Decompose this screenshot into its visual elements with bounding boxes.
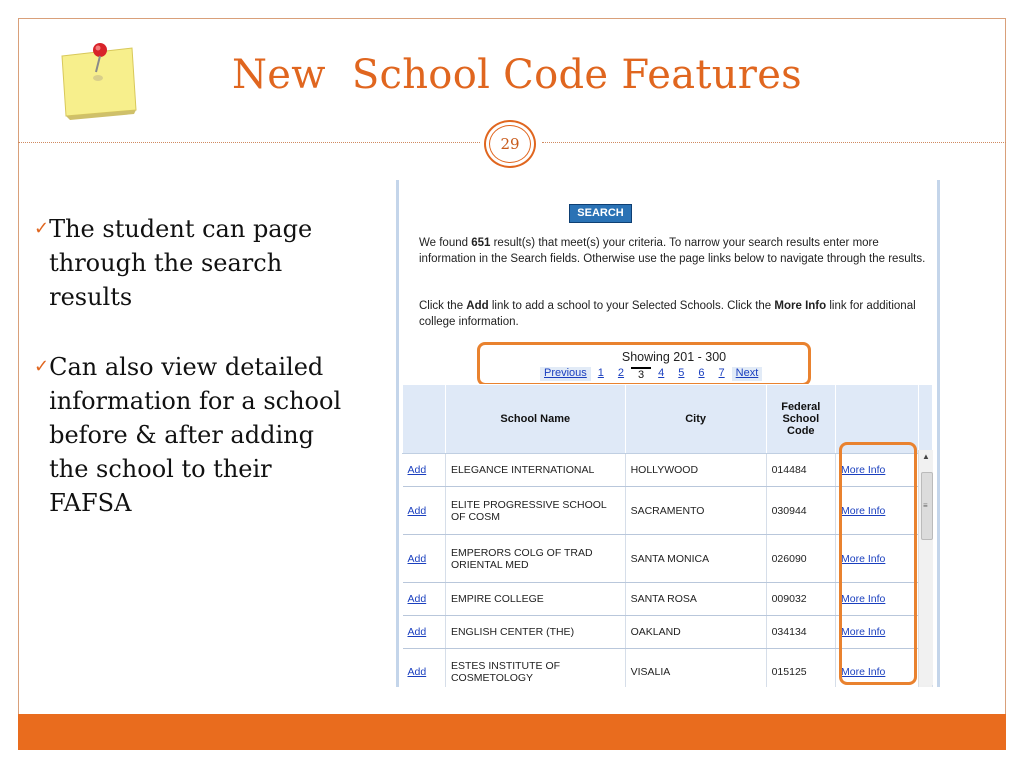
- add-school-link[interactable]: Add: [407, 593, 427, 605]
- school-code: 015125: [766, 649, 835, 688]
- school-name: ELITE PROGRESSIVE SCHOOL OF COSM: [445, 487, 625, 535]
- school-city: HOLLYWOOD: [625, 454, 766, 487]
- scroll-up-arrow-icon[interactable]: ▲: [922, 452, 930, 461]
- add-school-link[interactable]: Add: [407, 464, 427, 476]
- more-info-link[interactable]: More Info: [841, 665, 886, 678]
- school-name: ESTES INSTITUTE OF COSMETOLOGY: [445, 649, 625, 688]
- bullet-text: The student can page through the search results: [49, 215, 313, 311]
- slide-number: 29: [489, 125, 531, 163]
- school-city: SANTA MONICA: [625, 535, 766, 583]
- footer-bar: [18, 714, 1006, 750]
- school-code: 034134: [766, 616, 835, 649]
- more-info-link[interactable]: More Info: [841, 552, 886, 565]
- instructions-more: More Info: [774, 300, 827, 312]
- current-page: 3: [631, 367, 651, 381]
- results-summary: [419, 236, 929, 267]
- more-info-highlight: [839, 442, 917, 685]
- school-city: SACRAMENTO: [625, 487, 766, 535]
- header-school-name: School Name: [445, 385, 625, 454]
- school-code: 030944: [766, 487, 835, 535]
- school-city: OAKLAND: [625, 616, 766, 649]
- school-code: 009032: [766, 583, 835, 616]
- scroll-grip-icon: ≡: [923, 501, 928, 510]
- fafsa-search-screenshot: [396, 180, 940, 687]
- school-city: VISALIA: [625, 649, 766, 688]
- school-name: ELEGANCE INTERNATIONAL: [445, 454, 625, 487]
- add-school-link[interactable]: Add: [407, 665, 427, 678]
- checkmark-icon: ✓: [34, 356, 50, 377]
- sticky-note-pin-icon: [56, 38, 144, 122]
- more-info-link[interactable]: More Info: [841, 504, 886, 517]
- page-link-6[interactable]: 6: [698, 367, 705, 379]
- school-name: ENGLISH CENTER (THE): [445, 616, 625, 649]
- pagination: [540, 367, 762, 381]
- school-code: 014484: [766, 454, 835, 487]
- header-add: [403, 385, 446, 454]
- instructions-text: [419, 299, 929, 330]
- scroll-thumb[interactable]: [921, 472, 933, 540]
- slide-title: New School Code Features: [232, 52, 802, 98]
- bullet-item: [34, 212, 354, 314]
- instructions-a: Click the: [419, 300, 467, 312]
- results-text-pre: We found: [419, 237, 472, 249]
- page-link-5[interactable]: 5: [678, 367, 685, 379]
- pagination-highlight: [477, 342, 811, 386]
- instructions-add: Add: [466, 300, 489, 312]
- page-link-2[interactable]: 2: [617, 367, 625, 379]
- bullet-text: Can also view detailed information for a school before & after adding the school to their FAFSA: [49, 353, 342, 517]
- add-school-link[interactable]: Add: [407, 552, 427, 565]
- checkmark-icon: ✓: [34, 218, 50, 239]
- bullet-list: [34, 212, 354, 556]
- previous-page-link[interactable]: Previous: [540, 367, 591, 381]
- header-scroll: [918, 385, 932, 454]
- search-button[interactable]: SEARCH: [569, 204, 632, 223]
- instructions-b: link to add a school to your Selected Schools. Click the: [488, 300, 775, 312]
- slide-number-badge: [484, 120, 536, 168]
- school-city: SANTA ROSA: [625, 583, 766, 616]
- page-link-1[interactable]: 1: [597, 367, 604, 379]
- more-info-link[interactable]: More Info: [841, 626, 886, 638]
- more-info-link[interactable]: More Info: [841, 464, 886, 476]
- bullet-item: [34, 350, 354, 520]
- results-count: 651: [471, 237, 491, 249]
- results-text-post: result(s) that meet(s) your criteria. To narrow your search results enter more information in the Search fields. Otherwise use the page links below to navigate through the results.: [419, 237, 926, 265]
- school-name: EMPERORS COLG OF TRAD ORIENTAL MED: [445, 535, 625, 583]
- add-school-link[interactable]: Add: [407, 626, 427, 638]
- school-code: 026090: [766, 535, 835, 583]
- header-federal-school-code: Federal School Code: [766, 385, 835, 454]
- page-link-4[interactable]: 4: [658, 367, 665, 379]
- showing-range: Showing 201 - 300: [621, 350, 727, 364]
- title-divider-left: [18, 142, 480, 143]
- page-link-7[interactable]: 7: [718, 367, 725, 379]
- header-city: City: [625, 385, 766, 454]
- results-scrollbar[interactable]: [918, 450, 933, 685]
- school-name: EMPIRE COLLEGE: [445, 583, 625, 616]
- instructions-c: link for additional college information.: [419, 300, 916, 328]
- next-page-link[interactable]: Next: [732, 367, 763, 381]
- add-school-link[interactable]: Add: [407, 504, 427, 517]
- title-divider-right: [542, 142, 1006, 143]
- more-info-link[interactable]: More Info: [841, 593, 886, 605]
